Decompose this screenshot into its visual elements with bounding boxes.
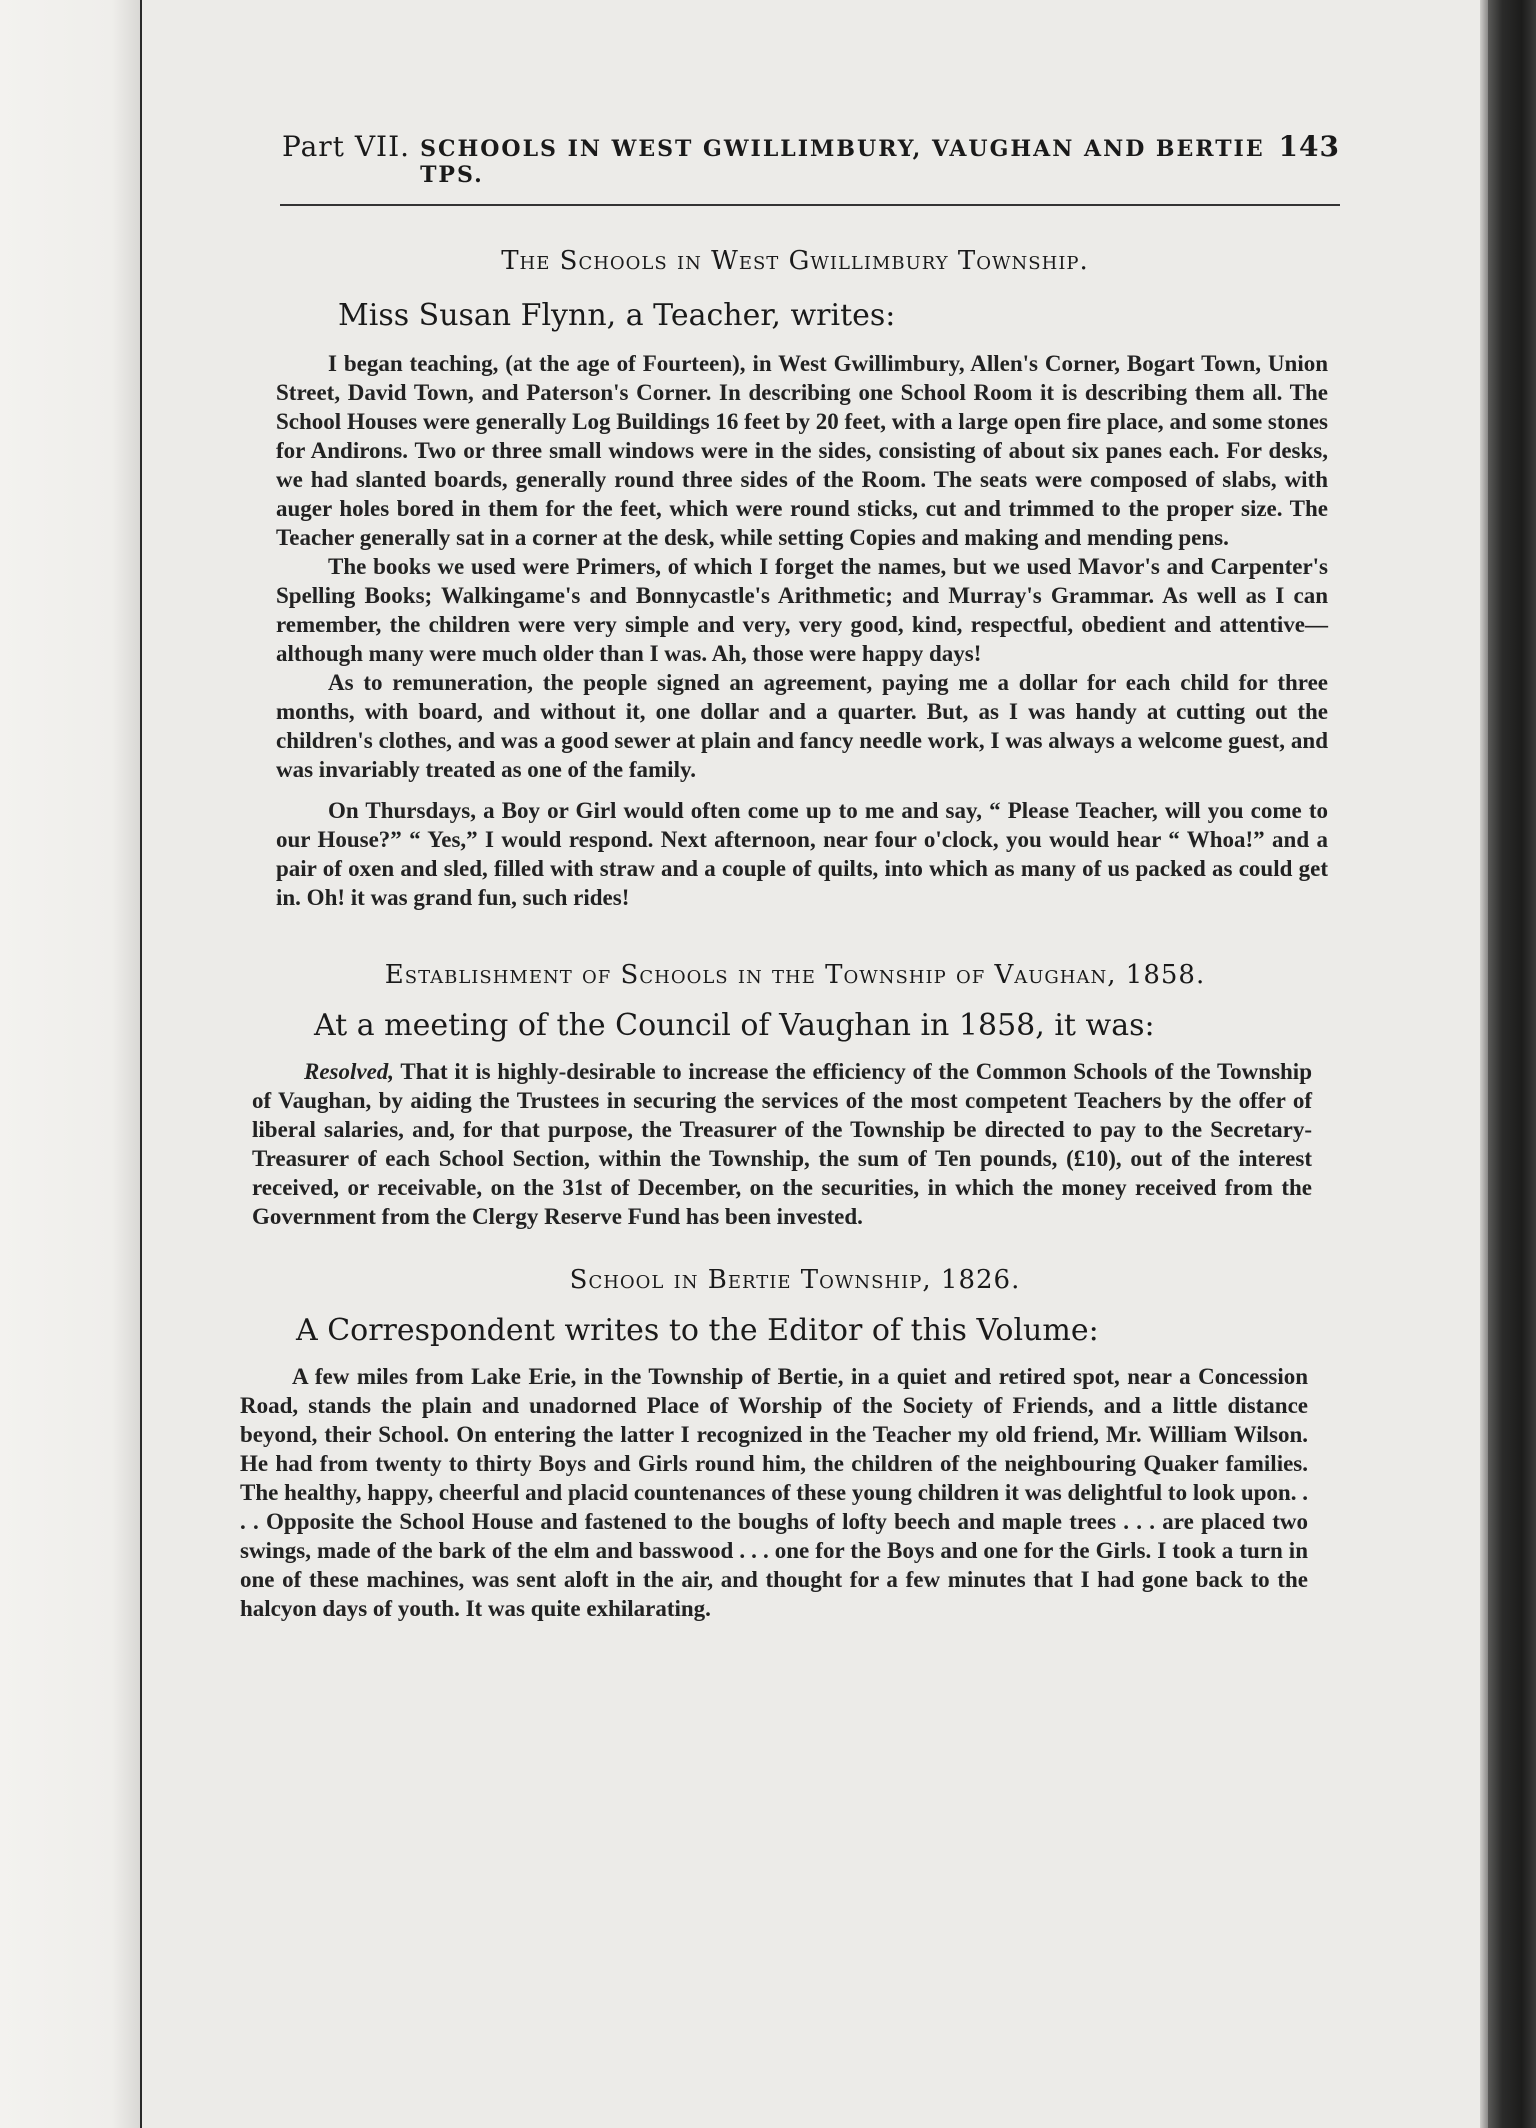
running-title: SCHOOLS IN WEST GWILLIMBURY, VAUGHAN AND BERTIE TPS. [420, 136, 1265, 188]
book-edge-right [1488, 0, 1536, 2128]
section-heading: Establishment of Schools in the Township of Vaughan, 1858. [384, 960, 1206, 990]
section-intro: At a meeting of the Council of Vaughan in 1858, it was: [314, 1008, 1155, 1043]
paragraph: A few miles from Lake Erie, in the Township of Bertie, in a quiet and retired spot, near a Concession Road, stands the plain and unadorned Place of Worship of the Society of Friends, and a little distance beyond, their School. On entering the latter I recognized in the Teacher my old friend, Mr. William Wilson. He had from twenty to thirty Boys and Girls round him, the children of the neighbouring Quaker families. The healthy, happy, cheerful and placid countenances of these young children it was delightful to look upon. . . . Opposite the School House and fastened to the boughs of lofty beech and maple trees . . . are placed two swings, made of the bark of the elm and basswood . . . one for the Boys and one for the Girls. I took a turn in one of these machines, was sent aloft in the air, and thought for a few minutes that I had gone back to the halcyon days of youth. It was quite exhilarating. [240, 1364, 1308, 1621]
section-vaughan [240, 960, 1350, 1231]
section-body [240, 1362, 1308, 1623]
paragraph: The books we used were Primers, of which I forget the names, but we used Mavor's and Carpenter's Spelling Books; Walkingame's and Bonnycastle's Arithmetic; and Murray's Grammar. As well as I can remember, the children were very simple and very, very good, kind, respectful, obedient and attentive—although many were much older than I was. Ah, those were happy days! [276, 554, 1328, 666]
book-gutter-left [0, 0, 142, 2128]
section-west-gwillimbury [240, 246, 1350, 912]
running-header [240, 130, 1350, 188]
paragraph: As to remuneration, the people signed an agreement, paying me a dollar for each child for three months, with board, and without it, one dollar and a quarter. But, as I was handy at cutting out the children's clothes, and was a good sewer at plain and fancy needle work, I was always a welcome guest, and was invariably treated as one of the family. [276, 670, 1328, 782]
part-label: Part VII. [282, 130, 411, 163]
resolution-text: That it is highly-desirable to increase the efficiency of the Common Schools of the Township of Vaughan, by aiding the Trustees in securing the services of the most competent Teachers by the offer of liberal salaries, and, for that purpose, the Treasurer of the Township be directed to pay to the Secretary-Treasurer of each School Section, within the Township, the sum of Ten pounds, (£10), out of the interest received, or receivable, on the 31st of December, on the securities, in which the money received from the Government from the Clergy Reserve Fund has been invested. [252, 1059, 1312, 1229]
section-body [276, 349, 1328, 912]
paragraph: I began teaching, (at the age of Fourteen), in West Gwillimbury, Allen's Corner, Bogart Town, Union Street, David Town, and Paterson's Corner. In describing one School Room it is describing them all. The School Houses were generally Log Buildings 16 feet by 20 feet, with a large open fire place, and some stones for Andirons. Two or three small windows were in the sides, consisting of about six panes each. For desks, we had slanted boards, generally round three sides of the Room. The seats were composed of slabs, with auger holes bored in them for the feet, which were round sticks, cut and trimmed to the proper size. The Teacher generally sat in a corner at the desk, while setting Copies and making and mending pens. [276, 351, 1328, 550]
section-heading: The Schools in West Gwillimbury Township. [501, 246, 1089, 276]
section-intro: A Correspondent writes to the Editor of this Volume: [296, 1313, 1099, 1348]
page-edge-shadow [1480, 0, 1488, 2128]
section-bertie [240, 1265, 1350, 1623]
page-number: 143 [1278, 130, 1340, 163]
header-rule [280, 204, 1340, 206]
section-body [252, 1057, 1312, 1231]
resolved-word: Resolved, [304, 1059, 395, 1084]
section-heading: School in Bertie Township, 1826. [569, 1265, 1021, 1295]
paragraph: On Thursdays, a Boy or Girl would often come up to me and say, “ Please Teacher, will you come to our House?” “ Yes,” I would respond. Next afternoon, near four o'clock, you would hear “ Whoa!” and a pair of oxen and sled, filled with straw and a couple of quilts, into which as many of us packed as could get in. Oh! it was grand fun, such rides! [276, 798, 1328, 910]
section-intro: Miss Susan Flynn, a Teacher, writes: [338, 298, 896, 333]
book-page [240, 130, 1350, 2030]
resolution-paragraph [252, 1057, 1312, 1231]
